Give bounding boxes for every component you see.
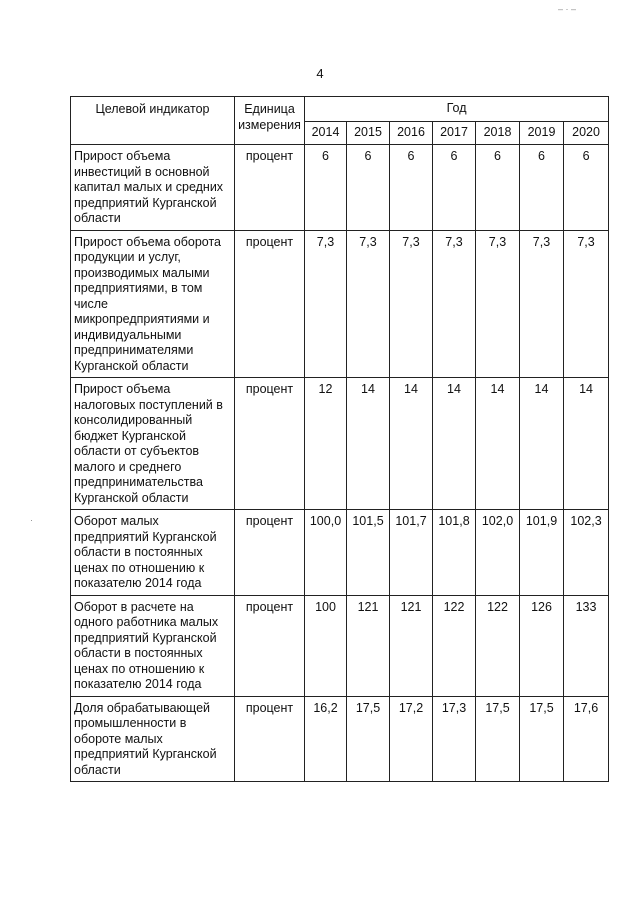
value-cell: 6 [305,145,347,231]
value-cell: 121 [390,595,433,696]
header-year-group: Год [305,97,609,122]
header-year: 2014 [305,122,347,145]
indicator-name: Оборот в расчете на одного работника малых предприятий Курганской области в постоянных ценах по отношению к показателю 2014 года [71,595,235,696]
indicator-unit: процент [235,230,305,378]
indicator-unit: процент [235,510,305,596]
value-cell: 100,0 [305,510,347,596]
header-row [71,97,609,122]
scan-mark: – · – [558,4,577,14]
value-cell: 102,0 [476,510,520,596]
value-cell: 6 [564,145,609,231]
header-year: 2015 [347,122,390,145]
indicator-name: Доля обрабатывающей промышленности в обороте малых предприятий Курганской области [71,696,235,782]
value-cell: 101,8 [433,510,476,596]
value-cell: 14 [390,378,433,510]
value-cell: 7,3 [476,230,520,378]
value-cell: 16,2 [305,696,347,782]
value-cell: 101,5 [347,510,390,596]
value-cell: 7,3 [564,230,609,378]
value-cell: 6 [476,145,520,231]
table-row [71,595,609,696]
value-cell: 101,9 [520,510,564,596]
value-cell: 122 [433,595,476,696]
value-cell: 7,3 [305,230,347,378]
value-cell: 17,5 [347,696,390,782]
value-cell: 7,3 [347,230,390,378]
value-cell: 14 [347,378,390,510]
indicator-name: Прирост объема инвестиций в основной капитал малых и средних предприятий Курганской области [71,145,235,231]
value-cell: 100 [305,595,347,696]
value-cell: 122 [476,595,520,696]
header-year: 2020 [564,122,609,145]
value-cell: 121 [347,595,390,696]
table-row [71,145,609,231]
value-cell: 6 [347,145,390,231]
page-number: 4 [316,66,324,81]
indicator-name: Прирост объема оборота продукции и услуг, производимых малыми предприятиями, в том числе микропредприятиями и индивидуальными предпринимателями Курганской области [71,230,235,378]
header-year: 2017 [433,122,476,145]
value-cell: 17,5 [520,696,564,782]
header-indicator: Целевой индикатор [71,97,235,145]
value-cell: 17,6 [564,696,609,782]
value-cell: 17,3 [433,696,476,782]
value-cell: 101,7 [390,510,433,596]
value-cell: 17,5 [476,696,520,782]
table-row [71,510,609,596]
header-unit: Единица измерения [235,97,305,145]
header-year: 2016 [390,122,433,145]
value-cell: 133 [564,595,609,696]
value-cell: 7,3 [390,230,433,378]
value-cell: 6 [390,145,433,231]
header-year: 2018 [476,122,520,145]
value-cell: 14 [476,378,520,510]
value-cell: 6 [433,145,476,231]
value-cell: 102,3 [564,510,609,596]
indicator-unit: процент [235,696,305,782]
table-row [71,696,609,782]
value-cell: 6 [520,145,564,231]
table-row [71,230,609,378]
scan-mark: · [30,515,33,525]
indicator-name: Прирост объема налоговых поступлений в консолидированный бюджет Курганской области от субъектов малого и среднего предпринимательства Курганской области [71,378,235,510]
table-row [71,378,609,510]
indicator-unit: процент [235,145,305,231]
indicator-unit: процент [235,595,305,696]
value-cell: 126 [520,595,564,696]
value-cell: 7,3 [433,230,476,378]
value-cell: 12 [305,378,347,510]
value-cell: 14 [564,378,609,510]
value-cell: 14 [520,378,564,510]
value-cell: 14 [433,378,476,510]
header-year: 2019 [520,122,564,145]
indicator-unit: процент [235,378,305,510]
indicator-name: Оборот малых предприятий Курганской области в постоянных ценах по отношению к показателю 2014 года [71,510,235,596]
target-indicators-table [70,96,609,782]
value-cell: 7,3 [520,230,564,378]
value-cell: 17,2 [390,696,433,782]
